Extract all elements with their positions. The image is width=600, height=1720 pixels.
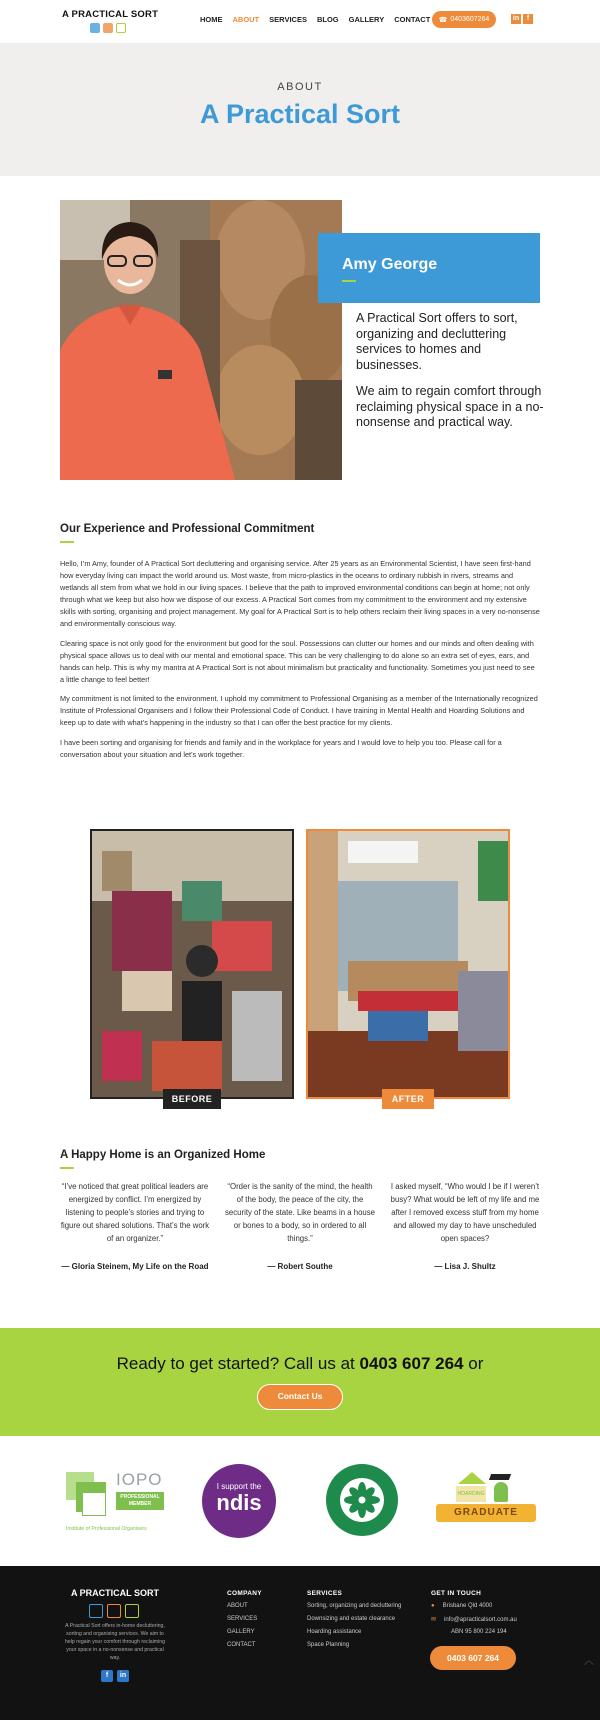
mhfa-logo — [326, 1464, 398, 1536]
footer-company-heading: COMPANY — [227, 1590, 262, 1597]
quote-author: — Gloria Steinem, My Life on the Road — [61, 1262, 209, 1271]
ndis-logo — [202, 1464, 276, 1538]
experience-paragraph: My commitment is not limited to the environment. I uphold my commitment to Professional Organising as a member of the Internationally recognized Institute of Professional Organisers and I follow their Professional Code of Conduct. I have training in Mental Health and Hoarding Solutions and keep up to date with what’s happening in the industry so that I can offer the best practice for my clients. — [60, 694, 538, 727]
header-phone-number: 0403607264 — [450, 16, 490, 23]
site-logo[interactable] — [62, 9, 159, 33]
graduate-ribbon: GRADUATE — [436, 1504, 536, 1522]
after-label: AFTER — [382, 1089, 434, 1109]
footer-link-gallery[interactable]: GALLERY — [227, 1629, 255, 1635]
iopo-logo — [62, 1468, 170, 1538]
quotes-list — [60, 1180, 540, 1272]
iopo-badge: PROFESSIONAL MEMBER — [116, 1492, 164, 1510]
graduate-logo — [432, 1470, 540, 1538]
footer-brand — [62, 1588, 168, 1682]
after-photo — [306, 829, 510, 1099]
facebook-icon[interactable]: f — [523, 14, 533, 24]
footer-services — [307, 1590, 401, 1655]
footer-logo-icons — [89, 1604, 139, 1618]
nav-home[interactable]: HOME — [200, 15, 223, 24]
footer-logo-green-icon — [125, 1604, 139, 1618]
nav-services[interactable]: SERVICES — [269, 15, 307, 24]
nav-gallery[interactable]: GALLERY — [348, 15, 385, 24]
footer-address — [431, 1603, 517, 1616]
before-label: BEFORE — [163, 1089, 221, 1109]
footer-link-about[interactable]: ABOUT — [227, 1603, 248, 1609]
grad-cap-icon — [489, 1474, 511, 1480]
footer-logo-blue-icon — [89, 1604, 103, 1618]
profile-name: Amy George — [342, 256, 438, 273]
footer-facebook-icon[interactable]: f — [101, 1670, 113, 1682]
quote-card — [225, 1180, 375, 1272]
before-photo — [90, 829, 294, 1099]
footer-abn — [431, 1629, 517, 1642]
header-phone-button[interactable] — [432, 11, 496, 28]
footer-company — [227, 1590, 262, 1655]
name-underline — [342, 280, 356, 282]
nav-contact[interactable]: CONTACT — [394, 15, 431, 24]
envelope-icon: ✉ — [431, 1617, 437, 1623]
logo-orange-icon — [103, 23, 113, 33]
scroll-to-top-icon[interactable]: ︿ — [584, 1656, 594, 1667]
profile-intro — [356, 311, 546, 442]
house-icon — [458, 1472, 486, 1484]
quotes-heading: A Happy Home is an Organized Home — [60, 1149, 266, 1161]
footer-service-item[interactable]: Sorting, organizing and decluttering — [307, 1603, 402, 1609]
banner-subtitle: ABOUT — [277, 81, 323, 93]
experience-paragraph: Hello, I’m Amy, founder of A Practical Sort decluttering and organising service. After 25 years as an Environmental Scientist, I have seen first-hand how everyday living can impact the world around us. Most waste, from micro-plastics in the oceans to ordinary rubbish in rivers, streams and wetlands all stem from what we hold in our living spaces. I believe that the path to improved environmental conditions can begin at home; not only through what we keep but also how we dispose of our excess. A Practical Sort comes from my commitment to the environment and my extensive skills with sorting, organising and project management. My goal for A Practical Sort is to help others reclaim their living spaces in a very no-nonsense and environmentally conscious way. — [60, 559, 540, 628]
page-banner — [0, 44, 600, 176]
cta-suffix: or — [468, 1354, 484, 1373]
footer-services-heading: SERVICES — [307, 1590, 343, 1597]
cta-phone[interactable]: 0403 607 264 — [359, 1354, 464, 1373]
affiliation-logos — [0, 1460, 600, 1565]
site-header — [0, 0, 600, 44]
experience-paragraph: Clearing space is not only good for the environment but good for the soul. Possessions can clutter our homes and our minds and often dealing with physical space allows us to deal with our mental and emotional space. This can be very challenging to do alone so an extra set of eyes, ears, and hands can help. This is why my mantra at A Practical Sort is not about minimalism but practicality and functionality. Sometimes you just need to see a little change to feel better! — [60, 638, 535, 684]
iopo-caption: Institute of Professional Organisers — [66, 1526, 147, 1532]
cta-banner — [0, 1328, 600, 1436]
logo-green-icon — [116, 23, 126, 33]
profile-name-card — [318, 233, 540, 303]
intro-paragraph: We aim to regain comfort through reclaiming physical space in a no-nonsense and practical way. — [356, 384, 544, 429]
site-footer — [0, 1566, 600, 1720]
ndis-line2: ndis — [216, 1490, 262, 1515]
iopo-title: IOPO — [116, 1470, 163, 1489]
footer-abn-text: ABN 95 800 224 194 — [451, 1629, 507, 1635]
footer-address-text: Brisbane Qld 4000 — [442, 1603, 493, 1609]
quote-card — [390, 1180, 540, 1272]
hoarding-label: HOARDING — [456, 1486, 486, 1502]
linkedin-icon[interactable]: in — [512, 15, 520, 22]
footer-description: A Practical Sort offers in-home decluttering, sorting and organising services. We aim to help regain your comfort through reclaiming your space in a no-nonsense and practical way. — [64, 1623, 166, 1661]
footer-touch-heading: GET IN TOUCH — [431, 1590, 482, 1597]
footer-link-services[interactable]: SERVICES — [227, 1616, 258, 1622]
logo-blue-icon — [90, 23, 100, 33]
cta-text — [0, 1354, 600, 1374]
mhfa-flower-icon — [326, 1464, 398, 1536]
phone-icon: ☎ — [438, 16, 448, 24]
footer-service-item[interactable]: Downsizing and estate clearance — [307, 1616, 396, 1622]
nav-about[interactable]: ABOUT — [232, 15, 260, 24]
footer-linkedin-icon[interactable]: in — [117, 1670, 129, 1682]
amy-george-photo — [60, 200, 342, 480]
footer-link-contact[interactable]: CONTACT — [227, 1642, 256, 1648]
intro-paragraph: A Practical Sort offers to sort, organizing and decluttering services to homes and businesses. — [356, 311, 518, 372]
graduate-figure-icon — [494, 1482, 508, 1502]
footer-service-item[interactable]: Space Planning — [307, 1642, 350, 1648]
experience-paragraph: I have been sorting and organising for friends and family and in the workplace for years and I would love to help you too. Please call for a conversation about your situation and let’s work together. — [60, 737, 502, 759]
quote-card — [60, 1180, 210, 1272]
heading-underline — [60, 541, 74, 543]
footer-logo-orange-icon — [107, 1604, 121, 1618]
quote-author: — Lisa J. Shultz — [434, 1262, 496, 1271]
footer-contact — [431, 1590, 517, 1642]
ndis-line1: I support the — [216, 1482, 262, 1491]
nav-blog[interactable]: BLOG — [316, 15, 339, 24]
main-nav — [200, 15, 430, 24]
heading-underline — [60, 1167, 74, 1169]
cta-lead: Ready to get started? Call us at — [116, 1354, 355, 1373]
logo-text: A PRACTICAL SORT — [62, 9, 159, 20]
footer-email[interactable] — [431, 1616, 517, 1629]
quote-text: “I’ve noticed that great political leaders are energized by conflict. I’m energized by listening to people’s stories and trying to figure out shared solutions. That’s the work of an organizer.” — [60, 1182, 210, 1243]
contact-us-button[interactable]: Contact Us — [257, 1384, 343, 1410]
footer-logo-text: A PRACTICAL SORT — [70, 1588, 159, 1598]
quote-text: “Order is the sanity of the mind, the health of the body, the peace of the city, the security of the state. Like beams in a house or bones to a body, so in ordered to all things.” — [225, 1182, 375, 1243]
quote-author: — Robert Southe — [267, 1262, 333, 1271]
quote-text: I asked myself, “Who would I be if I weren’t busy? What would be left of my life and me after I removed excess stuff from my home and allowed my day to have unscheduled open spaces? — [390, 1182, 540, 1243]
experience-text — [60, 558, 540, 768]
footer-service-item[interactable]: Hoarding assistance — [307, 1629, 362, 1635]
location-pin-icon: ● — [431, 1603, 435, 1609]
experience-heading: Our Experience and Professional Commitment — [60, 523, 315, 535]
page-title: A Practical Sort — [199, 99, 401, 129]
footer-email-text: info@apracticalsort.com.au — [444, 1617, 517, 1623]
footer-phone-button[interactable]: 0403 607 264 — [430, 1646, 516, 1670]
